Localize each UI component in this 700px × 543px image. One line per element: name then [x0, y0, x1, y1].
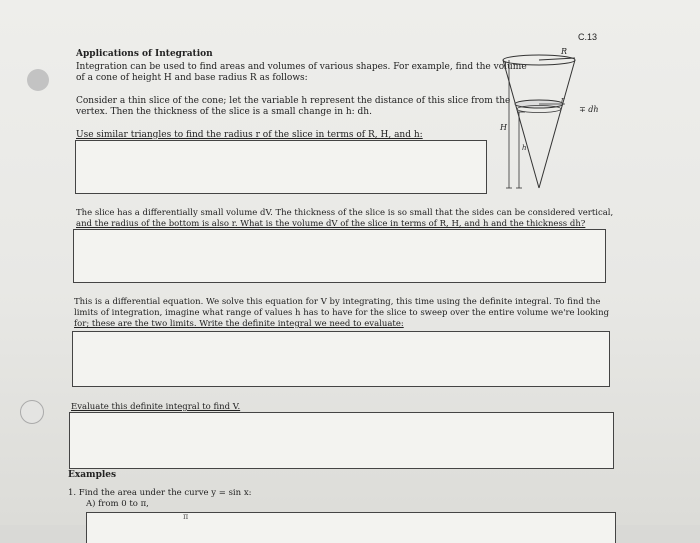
label-h: h: [522, 144, 527, 152]
intro-line-2: of a cone of height H and base radius R as follows:: [76, 73, 308, 83]
page-label: C.13: [578, 32, 598, 42]
example-1: 1. Find the area under the curve y = sin x:: [68, 488, 252, 498]
similar-triangles-prompt: Use similar triangles to find the radius r of the slice in terms of R, H, and h:: [76, 130, 423, 140]
section-title: Applications of Integration: [76, 49, 213, 59]
slice-volume-line-2: and the radius of the bottom is also r. What is the volume dV of the slice in terms of R, H, and h and the thickness dh?: [76, 219, 586, 229]
binder-hole-top: [27, 69, 49, 91]
consider-line-1: Consider a thin slice of the cone; let the variable h represent the distance of this slice from the: [76, 96, 511, 106]
example-peek-pi: π: [183, 512, 189, 521]
answer-box-slice-volume[interactable]: [73, 229, 606, 283]
consider-line-2: vertex. Then the thickness of the slice is a small change in h: dh.: [76, 107, 372, 117]
example-1a: A) from 0 to π,: [86, 499, 149, 509]
label-R: R: [561, 47, 568, 56]
label-H: H: [500, 123, 507, 132]
slice-volume-line-1: The slice has a differentially small volume dV. The thickness of the slice is so small that the sides can be considered vertical,: [76, 208, 614, 218]
label-r: r: [561, 96, 565, 104]
differential-line-3: for; these are the two limits. Write the definite integral we need to evaluate:: [74, 319, 404, 329]
examples-heading: Examples: [68, 470, 117, 480]
answer-box-evaluate[interactable]: [69, 412, 614, 469]
binder-hole-middle: [20, 400, 44, 424]
label-dh: ∓ dh: [579, 105, 599, 114]
differential-line-2: limits of integration, imagine what range of values h has to have for the slice to sweep over the entire volume we're looking: [74, 308, 610, 318]
evaluate-prompt: Evaluate this definite integral to find V.: [71, 402, 241, 412]
answer-box-radius[interactable]: [75, 140, 487, 194]
intro-line-1: Integration can be used to find areas and volumes of various shapes. For example, find the volume: [76, 62, 527, 72]
answer-box-example-1a[interactable]: [86, 512, 616, 543]
answer-box-definite-integral[interactable]: [72, 331, 610, 387]
cone-diagram: [495, 40, 615, 195]
differential-line-1: This is a differential equation. We solve this equation for V by integrating, this time using the definite integral. To find the: [74, 297, 601, 307]
